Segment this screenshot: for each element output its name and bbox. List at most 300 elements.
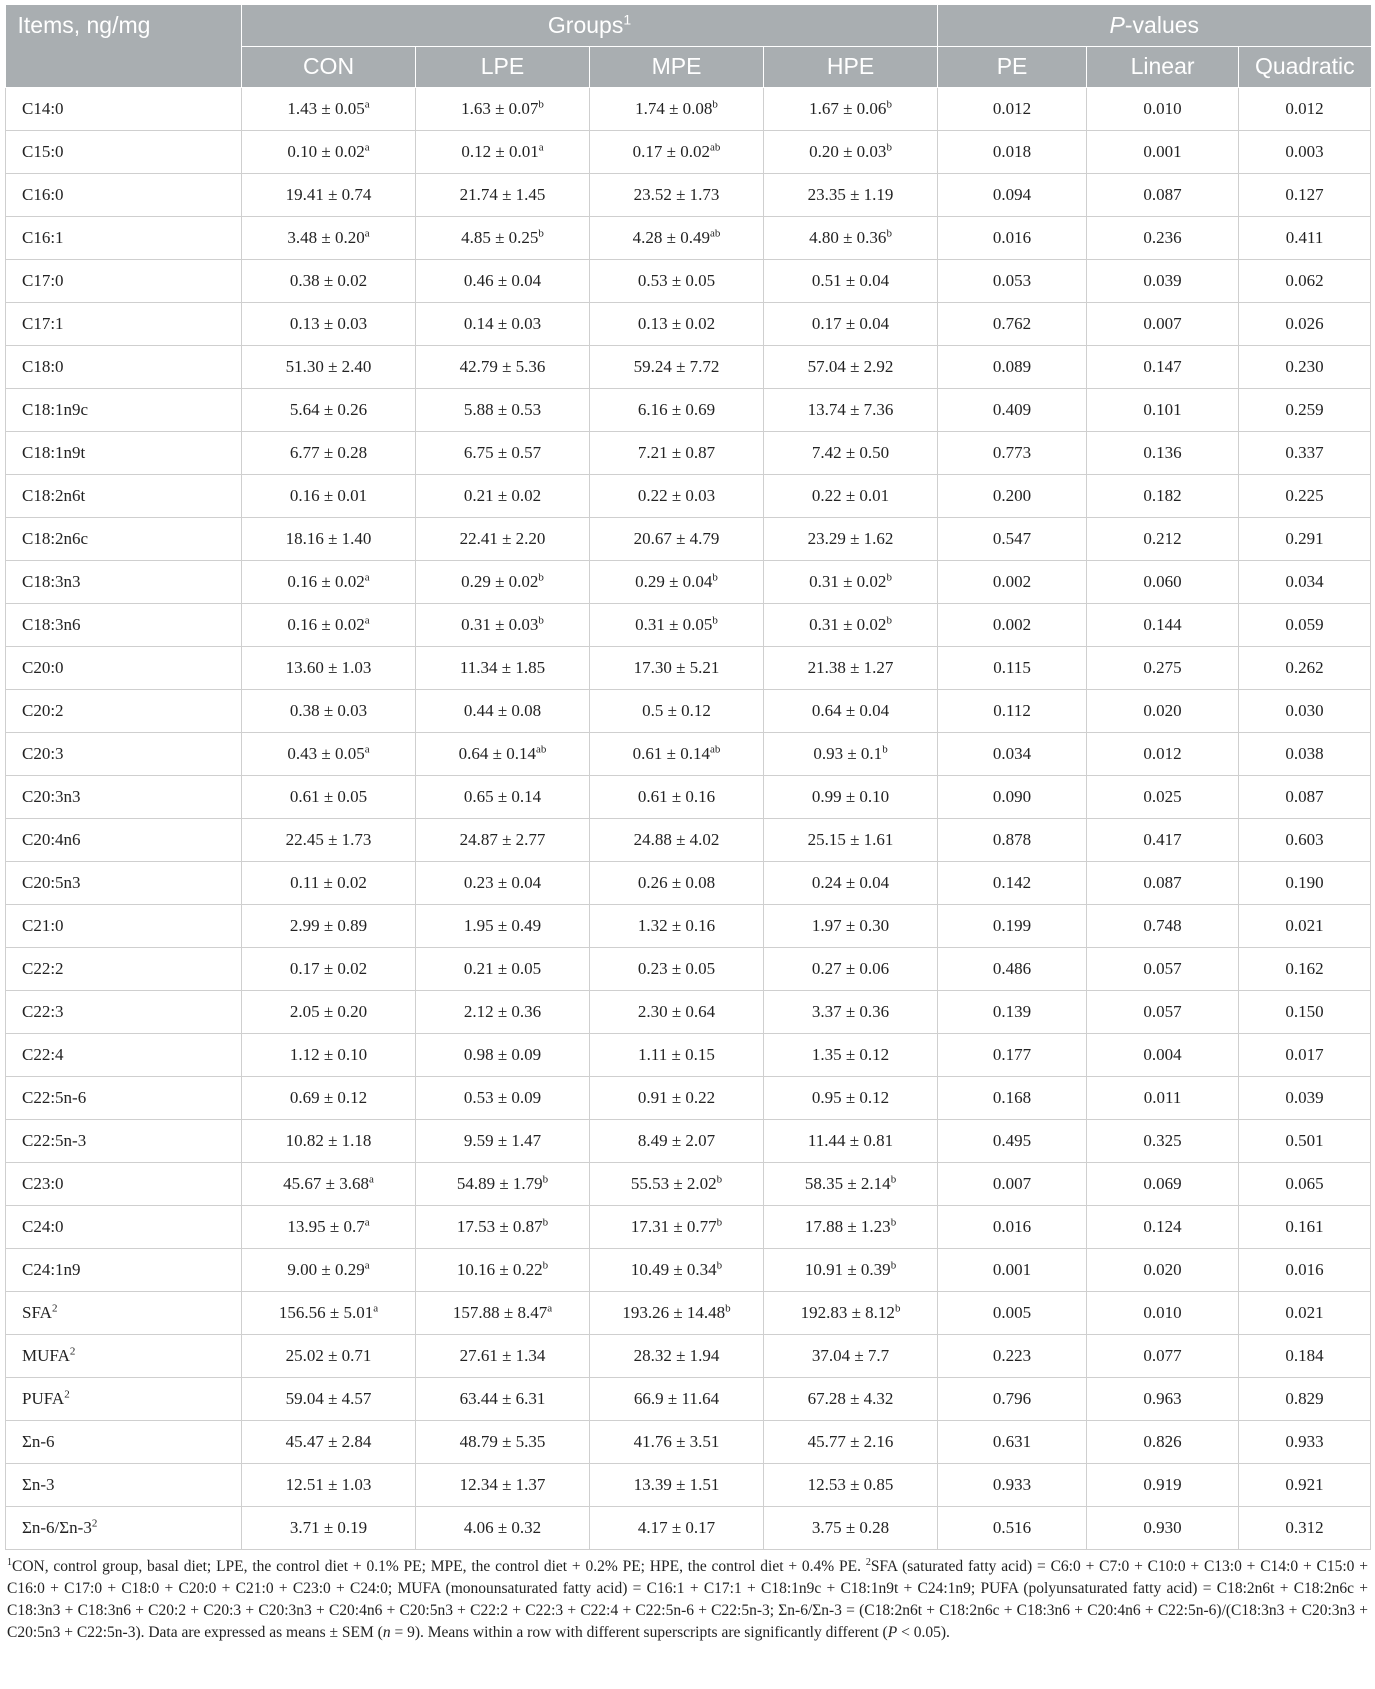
cell-lpe-value: 0.29 ± 0.02 — [461, 571, 539, 591]
cell-pe — [938, 1119, 1087, 1162]
cell-hpe — [764, 560, 938, 603]
cell-pe — [938, 560, 1087, 603]
cell-pe — [938, 775, 1087, 818]
cell-mpe — [590, 1119, 764, 1162]
cell-con — [242, 1377, 416, 1420]
cell-lpe — [416, 130, 590, 173]
cell-mpe — [590, 173, 764, 216]
table-row — [6, 1420, 1371, 1463]
cell-lpe-superscript: b — [538, 226, 544, 239]
table-row — [6, 431, 1371, 474]
cell-mpe-value: 41.76 ± 3.51 — [633, 1431, 720, 1451]
col-header-pe: PE — [938, 46, 1087, 87]
cell-lpe-superscript: ab — [535, 742, 547, 755]
cell-item-value: C24:1n9 — [22, 1259, 81, 1279]
cell-mpe-value: 1.32 ± 0.16 — [637, 915, 716, 935]
cell-lpe-value: 0.21 ± 0.02 — [463, 485, 542, 505]
cell-mpe — [590, 1334, 764, 1377]
cell-con — [242, 1162, 416, 1205]
cell-con — [242, 388, 416, 431]
cell-item-value: C14:0 — [22, 98, 64, 118]
cell-linear — [1087, 1420, 1239, 1463]
cell-quadratic — [1239, 1205, 1371, 1248]
cell-linear — [1087, 87, 1239, 130]
cell-hpe — [764, 216, 938, 259]
cell-hpe-value: 0.51 ± 0.04 — [811, 270, 890, 290]
cell-item — [6, 775, 242, 818]
cell-quadratic-value: 0.021 — [1285, 915, 1324, 935]
cell-quadratic — [1239, 1463, 1371, 1506]
cell-hpe — [764, 689, 938, 732]
cell-con — [242, 1334, 416, 1377]
cell-mpe-value: 0.31 ± 0.05 — [635, 614, 713, 634]
table-row — [6, 302, 1371, 345]
cell-mpe-superscript: b — [716, 1172, 723, 1185]
cell-quadratic — [1239, 130, 1371, 173]
cell-con-value: 10.82 ± 1.18 — [285, 1130, 372, 1150]
cell-pe — [938, 302, 1087, 345]
cell-quadratic — [1239, 1119, 1371, 1162]
cell-lpe-value: 157.88 ± 8.47 — [452, 1302, 548, 1322]
cell-quadratic — [1239, 431, 1371, 474]
pvalues-header-p: P — [1109, 11, 1125, 38]
cell-hpe — [764, 517, 938, 560]
cell-mpe — [590, 1162, 764, 1205]
cell-item-value: C18:2n6c — [22, 528, 89, 548]
cell-lpe-value: 5.88 ± 0.53 — [463, 399, 542, 419]
cell-mpe — [590, 474, 764, 517]
cell-con-superscript: a — [364, 742, 370, 755]
cell-quadratic — [1239, 87, 1371, 130]
cell-mpe-value: 4.17 ± 0.17 — [637, 1517, 716, 1537]
cell-mpe-value: 20.67 ± 4.79 — [633, 528, 720, 548]
cell-con-superscript: a — [364, 97, 370, 110]
cell-linear-value: 0.010 — [1143, 1302, 1182, 1322]
cell-hpe — [764, 1162, 938, 1205]
cell-pe — [938, 431, 1087, 474]
cell-item-value: C22:5n-3 — [22, 1130, 87, 1150]
cell-con — [242, 646, 416, 689]
cell-hpe — [764, 732, 938, 775]
cell-item — [6, 861, 242, 904]
cell-lpe — [416, 646, 590, 689]
cell-quadratic-value: 0.411 — [1285, 227, 1324, 247]
cell-pe-value: 0.115 — [993, 657, 1031, 677]
cell-mpe-value: 66.9 ± 11.64 — [633, 1388, 720, 1408]
cell-mpe-value: 0.29 ± 0.04 — [635, 571, 713, 591]
cell-pe-value: 0.001 — [992, 1259, 1032, 1279]
cell-mpe-value: 0.13 ± 0.02 — [637, 313, 716, 333]
col-header-hpe: HPE — [764, 46, 938, 87]
cell-quadratic-value: 0.030 — [1285, 700, 1324, 720]
cell-linear — [1087, 1076, 1239, 1119]
cell-lpe-value: 6.75 ± 0.57 — [463, 442, 542, 462]
cell-linear — [1087, 646, 1239, 689]
cell-mpe-value: 59.24 ± 7.72 — [633, 356, 720, 376]
table-row — [6, 732, 1371, 775]
cell-hpe-superscript: b — [886, 140, 892, 153]
cell-pe-value: 0.094 — [992, 184, 1032, 204]
cell-lpe-value: 0.53 ± 0.09 — [463, 1087, 542, 1107]
cell-quadratic — [1239, 990, 1371, 1033]
cell-lpe — [416, 1420, 590, 1463]
footnote-1-marker: 1 — [7, 1556, 12, 1568]
footnote-1-text: CON, control group, basal diet; LPE, the control diet + 0.1% PE; MPE, the control diet + 0.2% PE; HPE, the control diet + 0.4% PE. — [12, 1557, 866, 1575]
cell-item-value: C18:2n6t — [22, 485, 86, 505]
cell-item — [6, 130, 242, 173]
cell-lpe-value: 63.44 ± 6.31 — [459, 1388, 546, 1408]
cell-hpe-value: 0.93 ± 0.1 — [813, 743, 883, 763]
cell-item-value: PUFA — [22, 1388, 65, 1408]
cell-lpe — [416, 1506, 590, 1549]
cell-lpe — [416, 904, 590, 947]
cell-hpe-value: 1.35 ± 0.12 — [811, 1044, 890, 1064]
cell-quadratic-value: 0.026 — [1285, 313, 1324, 333]
cell-linear-value: 0.124 — [1143, 1216, 1182, 1236]
cell-lpe-value: 4.06 ± 0.32 — [463, 1517, 542, 1537]
cell-quadratic-value: 0.017 — [1285, 1044, 1324, 1064]
cell-linear — [1087, 1033, 1239, 1076]
cell-hpe — [764, 947, 938, 990]
table-row — [6, 818, 1371, 861]
cell-pe — [938, 990, 1087, 1033]
cell-hpe — [764, 1420, 938, 1463]
cell-item — [6, 1033, 242, 1076]
cell-item — [6, 87, 242, 130]
table-header — [6, 5, 1371, 87]
cell-pe — [938, 388, 1087, 431]
table-row — [6, 173, 1371, 216]
cell-linear-value: 0.101 — [1143, 399, 1182, 419]
cell-item-value: C24:0 — [22, 1216, 64, 1236]
pvalues-header — [938, 5, 1371, 46]
cell-quadratic — [1239, 302, 1371, 345]
cell-hpe — [764, 775, 938, 818]
cell-lpe — [416, 861, 590, 904]
cell-lpe-superscript: b — [538, 570, 544, 583]
cell-linear — [1087, 1162, 1239, 1205]
cell-quadratic-value: 0.003 — [1285, 141, 1324, 161]
table-row — [6, 689, 1371, 732]
cell-lpe-value: 42.79 ± 5.36 — [459, 356, 546, 376]
table-row — [6, 1033, 1371, 1076]
cell-mpe — [590, 1033, 764, 1076]
cell-con — [242, 1291, 416, 1334]
cell-mpe-superscript: ab — [709, 140, 721, 153]
cell-linear — [1087, 1506, 1239, 1549]
cell-linear — [1087, 345, 1239, 388]
cell-con-value: 0.43 ± 0.05 — [287, 743, 365, 763]
cell-item-value: C20:3 — [22, 743, 64, 763]
cell-lpe — [416, 1119, 590, 1162]
cell-quadratic-value: 0.603 — [1285, 829, 1324, 849]
cell-mpe — [590, 517, 764, 560]
cell-item — [6, 259, 242, 302]
cell-linear — [1087, 603, 1239, 646]
cell-pe-value: 0.516 — [992, 1517, 1032, 1537]
cell-item-value: C15:0 — [22, 141, 64, 161]
cell-con — [242, 517, 416, 560]
cell-mpe — [590, 603, 764, 646]
cell-linear-value: 0.087 — [1143, 184, 1182, 204]
cell-item — [6, 818, 242, 861]
cell-con-value: 45.47 ± 2.84 — [285, 1431, 372, 1451]
cell-hpe-value: 25.15 ± 1.61 — [807, 829, 894, 849]
cell-hpe-superscript: b — [886, 570, 892, 583]
cell-lpe — [416, 560, 590, 603]
cell-lpe — [416, 1377, 590, 1420]
cell-con — [242, 173, 416, 216]
footnote-n: n — [382, 1623, 391, 1641]
cell-mpe-value: 1.74 ± 0.08 — [635, 98, 713, 118]
cell-lpe — [416, 345, 590, 388]
cell-hpe — [764, 1377, 938, 1420]
cell-hpe-superscript: b — [890, 1258, 897, 1271]
cell-lpe-value: 2.12 ± 0.36 — [463, 1001, 542, 1021]
cell-pe-value: 0.034 — [992, 743, 1032, 763]
cell-pe — [938, 1248, 1087, 1291]
cell-hpe-value: 23.35 ± 1.19 — [807, 184, 894, 204]
cell-item-value: SFA — [22, 1302, 52, 1322]
groups-header-label: Groups — [547, 11, 624, 38]
cell-con-value: 0.61 ± 0.05 — [289, 786, 368, 806]
cell-con-value: 0.16 ± 0.02 — [287, 571, 365, 591]
cell-linear — [1087, 689, 1239, 732]
cell-mpe — [590, 1420, 764, 1463]
cell-hpe — [764, 990, 938, 1033]
cell-pe-value: 0.486 — [992, 958, 1032, 978]
cell-pe — [938, 861, 1087, 904]
cell-quadratic — [1239, 603, 1371, 646]
cell-con-superscript: a — [364, 140, 370, 153]
cell-con-value: 3.71 ± 0.19 — [289, 1517, 368, 1537]
col-header-con: CON — [242, 46, 416, 87]
table-row — [6, 87, 1371, 130]
footnote-2-text: SFA (saturated fatty acid) = C6:0 + C7:0 + C10:0 + C13:0 + C14:0 + C15:0 + C16:0 + C17:0 + C18:0 + C20:0 + C21:0 + C23:0 + C24:0; MUFA (monounsaturated fatty acid) = C16:1 + C17:1 + C18:1n9c + C18:1n9t + C24:1n9; PUFA (polyunsaturated fatty acid) = C18:2n6t + C18:2n6c + C18:3n3 + C18:3n6 + C20:2 + C20:3 + C20:3n3 + C20:4n6 + C20:5n3 + C22:2 + C22:3 + C22:4 + C22:5n-6 + C22:5n-3; Σn-6/Σn-3 = (C18:2n6t + C18:2n6c + C18:3n6 + C20:4n6 + C22:5n-6)/(C18:3n3 + C20:3n3 + C20:5n3 + C22:5n-3). Data are expressed as means ± SEM ( — [7, 1557, 1368, 1641]
cell-con — [242, 603, 416, 646]
cell-mpe-value: 13.39 ± 1.51 — [633, 1474, 720, 1494]
cell-mpe — [590, 904, 764, 947]
cell-pe — [938, 1377, 1087, 1420]
cell-con — [242, 560, 416, 603]
table-row — [6, 1076, 1371, 1119]
cell-lpe — [416, 1463, 590, 1506]
cell-item-superscript: 2 — [51, 1301, 58, 1314]
cell-hpe-value: 0.95 ± 0.12 — [811, 1087, 890, 1107]
cell-mpe-value: 0.17 ± 0.02 — [632, 141, 710, 161]
cell-item — [6, 1162, 242, 1205]
cell-lpe-value: 0.14 ± 0.03 — [463, 313, 542, 333]
cell-con — [242, 904, 416, 947]
cell-linear-value: 0.011 — [1143, 1087, 1182, 1107]
cell-pe-value: 0.773 — [992, 442, 1032, 462]
cell-hpe-value: 0.31 ± 0.02 — [809, 614, 887, 634]
cell-mpe-value: 0.53 ± 0.05 — [637, 270, 716, 290]
cell-pe — [938, 1076, 1087, 1119]
cell-quadratic-value: 0.087 — [1285, 786, 1324, 806]
cell-mpe-value: 23.52 ± 1.73 — [633, 184, 720, 204]
cell-pe-value: 0.933 — [992, 1474, 1032, 1494]
cell-linear-value: 0.001 — [1143, 141, 1182, 161]
cell-quadratic-value: 0.225 — [1285, 485, 1324, 505]
cell-pe — [938, 1162, 1087, 1205]
cell-con — [242, 1119, 416, 1162]
cell-lpe-value: 0.12 ± 0.01 — [461, 141, 539, 161]
cell-lpe-value: 0.21 ± 0.05 — [463, 958, 542, 978]
cell-pe — [938, 345, 1087, 388]
cell-lpe — [416, 603, 590, 646]
cell-con — [242, 474, 416, 517]
cell-lpe-value: 0.23 ± 0.04 — [463, 872, 542, 892]
cell-hpe — [764, 388, 938, 431]
cell-quadratic — [1239, 689, 1371, 732]
cell-pe-value: 0.139 — [992, 1001, 1032, 1021]
cell-con-value: 25.02 ± 0.71 — [285, 1345, 372, 1365]
cell-mpe — [590, 431, 764, 474]
cell-lpe-value: 48.79 ± 5.35 — [459, 1431, 546, 1451]
cell-hpe-value: 0.20 ± 0.03 — [809, 141, 887, 161]
cell-linear — [1087, 431, 1239, 474]
cell-quadratic — [1239, 947, 1371, 990]
cell-con-value: 3.48 ± 0.20 — [287, 227, 365, 247]
cell-lpe-value: 27.61 ± 1.34 — [459, 1345, 546, 1365]
cell-mpe-value: 0.23 ± 0.05 — [637, 958, 716, 978]
cell-quadratic — [1239, 216, 1371, 259]
cell-mpe — [590, 1076, 764, 1119]
table-row — [6, 259, 1371, 302]
cell-item-value: C22:4 — [22, 1044, 64, 1064]
cell-item — [6, 517, 242, 560]
cell-hpe-superscript: b — [890, 1215, 897, 1228]
cell-item-value: Σn-6 — [22, 1431, 55, 1451]
cell-linear — [1087, 1205, 1239, 1248]
cell-pe-value: 0.090 — [992, 786, 1032, 806]
cell-lpe-superscript: a — [547, 1301, 553, 1314]
cell-quadratic-value: 0.127 — [1285, 184, 1324, 204]
cell-mpe — [590, 259, 764, 302]
cell-mpe — [590, 646, 764, 689]
cell-hpe-value: 1.97 ± 0.30 — [811, 915, 890, 935]
cell-lpe-value: 0.65 ± 0.14 — [463, 786, 542, 806]
cell-quadratic-value: 0.921 — [1285, 1474, 1324, 1494]
cell-mpe-value: 17.30 ± 5.21 — [633, 657, 720, 677]
col-header-linear: Linear — [1087, 46, 1239, 87]
cell-con — [242, 1248, 416, 1291]
cell-lpe — [416, 1291, 590, 1334]
cell-hpe-value: 57.04 ± 2.92 — [807, 356, 894, 376]
cell-linear — [1087, 130, 1239, 173]
cell-linear-value: 0.025 — [1143, 786, 1182, 806]
cell-con-value: 2.05 ± 0.20 — [289, 1001, 368, 1021]
cell-item-value: C22:2 — [22, 958, 64, 978]
cell-lpe-value: 12.34 ± 1.37 — [459, 1474, 546, 1494]
cell-linear-value: 0.077 — [1143, 1345, 1182, 1365]
cell-hpe — [764, 431, 938, 474]
cell-mpe-superscript: b — [712, 613, 718, 626]
cell-con — [242, 1506, 416, 1549]
cell-lpe — [416, 732, 590, 775]
cell-linear-value: 0.007 — [1143, 313, 1182, 333]
cell-quadratic — [1239, 1334, 1371, 1377]
cell-lpe — [416, 302, 590, 345]
cell-hpe-value: 12.53 ± 0.85 — [807, 1474, 894, 1494]
cell-pe — [938, 87, 1087, 130]
cell-item — [6, 904, 242, 947]
cell-con — [242, 345, 416, 388]
cell-con-value: 45.67 ± 3.68 — [283, 1173, 369, 1193]
cell-lpe-superscript: b — [542, 1172, 549, 1185]
cell-lpe — [416, 689, 590, 732]
cell-quadratic-value: 0.065 — [1285, 1173, 1324, 1193]
table-row — [6, 646, 1371, 689]
cell-con-value: 6.77 ± 0.28 — [289, 442, 368, 462]
cell-mpe — [590, 388, 764, 431]
cell-quadratic — [1239, 1506, 1371, 1549]
cell-hpe-value: 0.99 ± 0.10 — [811, 786, 890, 806]
cell-mpe — [590, 87, 764, 130]
table-row — [6, 1334, 1371, 1377]
cell-pe — [938, 1033, 1087, 1076]
cell-item-value: C18:3n3 — [22, 571, 81, 591]
cell-linear-value: 0.060 — [1143, 571, 1182, 591]
cell-linear-value: 0.144 — [1143, 614, 1182, 634]
cell-linear — [1087, 1463, 1239, 1506]
cell-item — [6, 732, 242, 775]
cell-mpe — [590, 1463, 764, 1506]
cell-lpe-superscript: b — [538, 613, 544, 626]
cell-con-value: 19.41 ± 0.74 — [285, 184, 372, 204]
cell-con-value: 0.38 ± 0.03 — [289, 700, 368, 720]
cell-item-value: MUFA — [22, 1345, 70, 1365]
cell-pe-value: 0.223 — [992, 1345, 1032, 1365]
cell-mpe-value: 0.91 ± 0.22 — [637, 1087, 716, 1107]
cell-hpe-superscript: b — [886, 97, 892, 110]
cell-linear — [1087, 1377, 1239, 1420]
cell-linear — [1087, 302, 1239, 345]
cell-linear — [1087, 990, 1239, 1033]
cell-pe-value: 0.002 — [992, 571, 1032, 591]
cell-lpe — [416, 1334, 590, 1377]
cell-quadratic — [1239, 775, 1371, 818]
cell-con — [242, 216, 416, 259]
cell-pe — [938, 216, 1087, 259]
cell-mpe-superscript: ab — [709, 742, 721, 755]
cell-quadratic-value: 0.259 — [1285, 399, 1324, 419]
cell-pe — [938, 904, 1087, 947]
cell-mpe-value: 0.26 ± 0.08 — [637, 872, 716, 892]
cell-pe — [938, 1463, 1087, 1506]
cell-item-value: C23:0 — [22, 1173, 64, 1193]
cell-pe-value: 0.112 — [993, 700, 1031, 720]
cell-quadratic-value: 0.034 — [1285, 571, 1324, 591]
cell-hpe — [764, 861, 938, 904]
cell-con-value: 1.12 ± 0.10 — [289, 1044, 368, 1064]
cell-mpe — [590, 1506, 764, 1549]
cell-lpe — [416, 1076, 590, 1119]
cell-mpe — [590, 775, 764, 818]
table-row — [6, 904, 1371, 947]
cell-lpe — [416, 775, 590, 818]
cell-lpe-superscript: b — [542, 1215, 549, 1228]
cell-pe-value: 0.007 — [992, 1173, 1032, 1193]
cell-hpe-value: 1.67 ± 0.06 — [809, 98, 887, 118]
cell-mpe — [590, 302, 764, 345]
cell-quadratic-value: 0.021 — [1285, 1302, 1324, 1322]
cell-hpe — [764, 904, 938, 947]
cell-quadratic-value: 0.337 — [1285, 442, 1324, 462]
cell-item-value: C18:3n6 — [22, 614, 81, 634]
cell-pe — [938, 1205, 1087, 1248]
